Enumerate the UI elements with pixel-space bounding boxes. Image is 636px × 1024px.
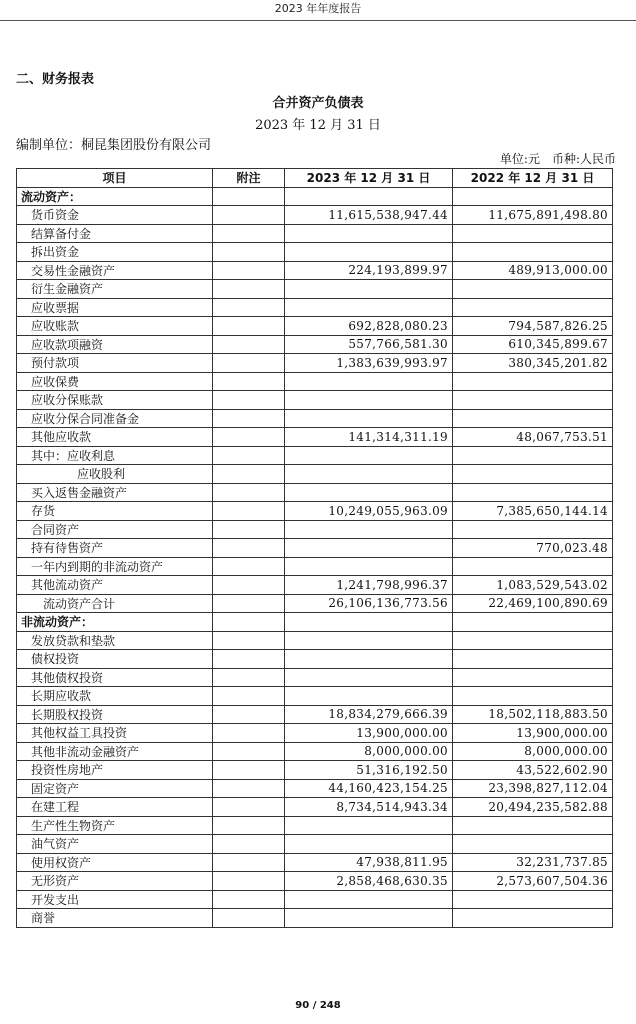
- table-row: [17, 576, 613, 595]
- header-2023: 2023 年 12 月 31 日: [285, 169, 453, 188]
- item-cell: 持有待售资产: [17, 539, 213, 558]
- item-cell: 使用权资产: [17, 853, 213, 872]
- value-2022-cell: [453, 835, 613, 854]
- value-2022-cell: 22,469,100,890.69: [453, 594, 613, 613]
- table-row: [17, 705, 613, 724]
- value-2023-cell: 1,241,798,996.37: [285, 576, 453, 595]
- item-cell: 应收分保账款: [17, 391, 213, 410]
- note-cell: [213, 372, 285, 391]
- value-2022-cell: [453, 816, 613, 835]
- item-cell: 流动资产合计: [17, 594, 213, 613]
- item-cell: 应收分保合同准备金: [17, 409, 213, 428]
- value-2023-cell: [285, 391, 453, 410]
- note-cell: [213, 724, 285, 743]
- table-row: [17, 520, 613, 539]
- item-cell: 债权投资: [17, 650, 213, 669]
- item-cell: 衍生金融资产: [17, 280, 213, 299]
- table-row: [17, 483, 613, 502]
- value-2023-cell: 51,316,192.50: [285, 761, 453, 780]
- value-2022-cell: [453, 446, 613, 465]
- note-cell: [213, 520, 285, 539]
- item-cell: 生产性生物资产: [17, 816, 213, 835]
- table-row: [17, 668, 613, 687]
- table-header-row: [17, 169, 613, 188]
- table-row: [17, 391, 613, 410]
- value-2023-cell: 10,249,055,963.09: [285, 502, 453, 521]
- table-row: [17, 317, 613, 336]
- value-2022-cell: [453, 890, 613, 909]
- item-cell: 在建工程: [17, 798, 213, 817]
- note-cell: [213, 187, 285, 206]
- table-row: [17, 890, 613, 909]
- value-2022-cell: 32,231,737.85: [453, 853, 613, 872]
- value-2023-cell: 141,314,311.19: [285, 428, 453, 447]
- item-cell: 非流动资产：: [17, 613, 213, 632]
- item-cell: 应收股利: [17, 465, 213, 484]
- table-row: [17, 465, 613, 484]
- note-cell: [213, 872, 285, 891]
- value-2022-cell: 610,345,899.67: [453, 335, 613, 354]
- table-row: [17, 687, 613, 706]
- value-2022-cell: [453, 391, 613, 410]
- value-2023-cell: [285, 816, 453, 835]
- page-header: [0, 0, 636, 21]
- note-cell: [213, 853, 285, 872]
- value-2022-cell: [453, 687, 613, 706]
- value-2022-cell: 380,345,201.82: [453, 354, 613, 373]
- statement-date: 2023 年 12 月 31 日: [255, 118, 381, 133]
- value-2022-cell: 770,023.48: [453, 539, 613, 558]
- section-row: [17, 187, 613, 206]
- section-title: 二、财务报表: [16, 72, 95, 87]
- company-name: 编制单位：桐昆集团股份有限公司: [16, 138, 212, 153]
- item-cell: 其中：应收利息: [17, 446, 213, 465]
- note-cell: [213, 280, 285, 299]
- item-cell: 应收保费: [17, 372, 213, 391]
- note-cell: [213, 613, 285, 632]
- value-2023-cell: 2,858,468,630.35: [285, 872, 453, 891]
- note-cell: [213, 465, 285, 484]
- note-cell: [213, 835, 285, 854]
- value-2023-cell: 557,766,581.30: [285, 335, 453, 354]
- value-2022-cell: [453, 409, 613, 428]
- value-2023-cell: 8,734,514,943.34: [285, 798, 453, 817]
- note-cell: [213, 742, 285, 761]
- table-row: [17, 557, 613, 576]
- item-cell: 固定资产: [17, 779, 213, 798]
- table-row: [17, 594, 613, 613]
- note-cell: [213, 890, 285, 909]
- note-cell: [213, 779, 285, 798]
- note-cell: [213, 594, 285, 613]
- header-item: 项目: [17, 169, 213, 188]
- item-cell: 其他债权投资: [17, 668, 213, 687]
- value-2023-cell: [285, 465, 453, 484]
- item-cell: 长期应收款: [17, 687, 213, 706]
- value-2022-cell: [453, 668, 613, 687]
- note-cell: [213, 428, 285, 447]
- item-cell: 开发支出: [17, 890, 213, 909]
- table-row: [17, 724, 613, 743]
- item-cell: 油气资产: [17, 835, 213, 854]
- note-cell: [213, 650, 285, 669]
- note-cell: [213, 798, 285, 817]
- value-2022-cell: 2,573,607,504.36: [453, 872, 613, 891]
- value-2023-cell: [285, 539, 453, 558]
- value-2023-cell: 8,000,000.00: [285, 742, 453, 761]
- value-2023-cell: 44,160,423,154.25: [285, 779, 453, 798]
- item-cell: 一年内到期的非流动资产: [17, 557, 213, 576]
- note-cell: [213, 391, 285, 410]
- item-cell: 货币资金: [17, 206, 213, 225]
- section-row: [17, 613, 613, 632]
- table-row: [17, 779, 613, 798]
- item-cell: 其他应收款: [17, 428, 213, 447]
- item-cell: 预付款项: [17, 354, 213, 373]
- value-2023-cell: [285, 835, 453, 854]
- value-2023-cell: [285, 890, 453, 909]
- page-number: 90 / 248: [295, 1000, 341, 1011]
- value-2023-cell: [285, 483, 453, 502]
- table-row: [17, 243, 613, 262]
- balance-sheet-table: [16, 168, 613, 928]
- value-2022-cell: 7,385,650,144.14: [453, 502, 613, 521]
- table-row: [17, 742, 613, 761]
- note-cell: [213, 243, 285, 262]
- value-2022-cell: 11,675,891,498.80: [453, 206, 613, 225]
- item-cell: 无形资产: [17, 872, 213, 891]
- value-2023-cell: [285, 909, 453, 928]
- item-cell: 买入返售金融资产: [17, 483, 213, 502]
- table-row: [17, 280, 613, 299]
- note-cell: [213, 668, 285, 687]
- note-cell: [213, 687, 285, 706]
- value-2022-cell: 489,913,000.00: [453, 261, 613, 280]
- item-cell: 结算备付金: [17, 224, 213, 243]
- table-row: [17, 409, 613, 428]
- value-2022-cell: 20,494,235,582.88: [453, 798, 613, 817]
- value-2023-cell: [285, 372, 453, 391]
- item-cell: 其他权益工具投资: [17, 724, 213, 743]
- value-2022-cell: 18,502,118,883.50: [453, 705, 613, 724]
- value-2022-cell: [453, 465, 613, 484]
- item-cell: 发放贷款和垫款: [17, 631, 213, 650]
- value-2022-cell: [453, 483, 613, 502]
- table-row: [17, 798, 613, 817]
- value-2023-cell: 47,938,811.95: [285, 853, 453, 872]
- header-note: 附注: [213, 169, 285, 188]
- value-2022-cell: 43,522,602.90: [453, 761, 613, 780]
- table-row: [17, 354, 613, 373]
- table-row: [17, 206, 613, 225]
- note-cell: [213, 354, 285, 373]
- value-2022-cell: [453, 557, 613, 576]
- item-cell: 合同资产: [17, 520, 213, 539]
- note-cell: [213, 409, 285, 428]
- table-row: [17, 502, 613, 521]
- item-cell: 流动资产：: [17, 187, 213, 206]
- item-cell: 拆出资金: [17, 243, 213, 262]
- value-2023-cell: [285, 687, 453, 706]
- value-2023-cell: [285, 668, 453, 687]
- item-cell: 长期股权投资: [17, 705, 213, 724]
- value-2023-cell: 1,383,639,993.97: [285, 354, 453, 373]
- table-row: [17, 261, 613, 280]
- value-2023-cell: 11,615,538,947.44: [285, 206, 453, 225]
- note-cell: [213, 335, 285, 354]
- note-cell: [213, 446, 285, 465]
- value-2022-cell: [453, 631, 613, 650]
- value-2023-cell: [285, 187, 453, 206]
- value-2022-cell: [453, 224, 613, 243]
- note-cell: [213, 502, 285, 521]
- item-cell: 其他非流动金融资产: [17, 742, 213, 761]
- value-2022-cell: 1,083,529,543.02: [453, 576, 613, 595]
- value-2023-cell: 18,834,279,666.39: [285, 705, 453, 724]
- table-row: [17, 872, 613, 891]
- value-2023-cell: 224,193,899.97: [285, 261, 453, 280]
- item-cell: 应收票据: [17, 298, 213, 317]
- value-2022-cell: [453, 909, 613, 928]
- table-row: [17, 835, 613, 854]
- note-cell: [213, 631, 285, 650]
- value-2022-cell: [453, 372, 613, 391]
- value-2022-cell: 8,000,000.00: [453, 742, 613, 761]
- table-row: [17, 335, 613, 354]
- table-row: [17, 909, 613, 928]
- value-2022-cell: [453, 520, 613, 539]
- table-row: [17, 853, 613, 872]
- value-2023-cell: [285, 557, 453, 576]
- note-cell: [213, 206, 285, 225]
- value-2022-cell: [453, 187, 613, 206]
- note-cell: [213, 317, 285, 336]
- value-2023-cell: [285, 243, 453, 262]
- note-cell: [213, 816, 285, 835]
- table-row: [17, 298, 613, 317]
- value-2022-cell: [453, 650, 613, 669]
- table-row: [17, 372, 613, 391]
- note-cell: [213, 224, 285, 243]
- report-title: 2023 年年度报告: [274, 2, 362, 15]
- table-row: [17, 761, 613, 780]
- value-2023-cell: [285, 298, 453, 317]
- item-cell: 应收账款: [17, 317, 213, 336]
- value-2022-cell: 13,900,000.00: [453, 724, 613, 743]
- value-2023-cell: [285, 631, 453, 650]
- statement-title: 合并资产负债表: [272, 96, 364, 111]
- value-2022-cell: [453, 280, 613, 299]
- item-cell: 其他流动资产: [17, 576, 213, 595]
- value-2022-cell: [453, 613, 613, 632]
- value-2023-cell: 692,828,080.23: [285, 317, 453, 336]
- table-body: [17, 187, 613, 927]
- value-2023-cell: 26,106,136,773.56: [285, 594, 453, 613]
- item-cell: 投资性房地产: [17, 761, 213, 780]
- table-row: [17, 224, 613, 243]
- table-row: [17, 446, 613, 465]
- item-cell: 存货: [17, 502, 213, 521]
- note-cell: [213, 705, 285, 724]
- note-cell: [213, 761, 285, 780]
- value-2022-cell: 48,067,753.51: [453, 428, 613, 447]
- table-row: [17, 650, 613, 669]
- currency-unit: 单位:元 币种:人民币: [499, 152, 616, 166]
- header-2022: 2022 年 12 月 31 日: [453, 169, 613, 188]
- note-cell: [213, 261, 285, 280]
- table-row: [17, 428, 613, 447]
- table-row: [17, 539, 613, 558]
- item-cell: 商誉: [17, 909, 213, 928]
- value-2023-cell: [285, 650, 453, 669]
- note-cell: [213, 539, 285, 558]
- note-cell: [213, 576, 285, 595]
- note-cell: [213, 909, 285, 928]
- value-2022-cell: [453, 243, 613, 262]
- value-2023-cell: 13,900,000.00: [285, 724, 453, 743]
- table-row: [17, 631, 613, 650]
- note-cell: [213, 557, 285, 576]
- item-cell: 交易性金融资产: [17, 261, 213, 280]
- value-2023-cell: [285, 280, 453, 299]
- value-2022-cell: 794,587,826.25: [453, 317, 613, 336]
- note-cell: [213, 298, 285, 317]
- value-2023-cell: [285, 446, 453, 465]
- value-2023-cell: [285, 520, 453, 539]
- value-2022-cell: 23,398,827,112.04: [453, 779, 613, 798]
- value-2023-cell: [285, 613, 453, 632]
- value-2022-cell: [453, 298, 613, 317]
- value-2023-cell: [285, 224, 453, 243]
- note-cell: [213, 483, 285, 502]
- item-cell: 应收款项融资: [17, 335, 213, 354]
- value-2023-cell: [285, 409, 453, 428]
- table-row: [17, 816, 613, 835]
